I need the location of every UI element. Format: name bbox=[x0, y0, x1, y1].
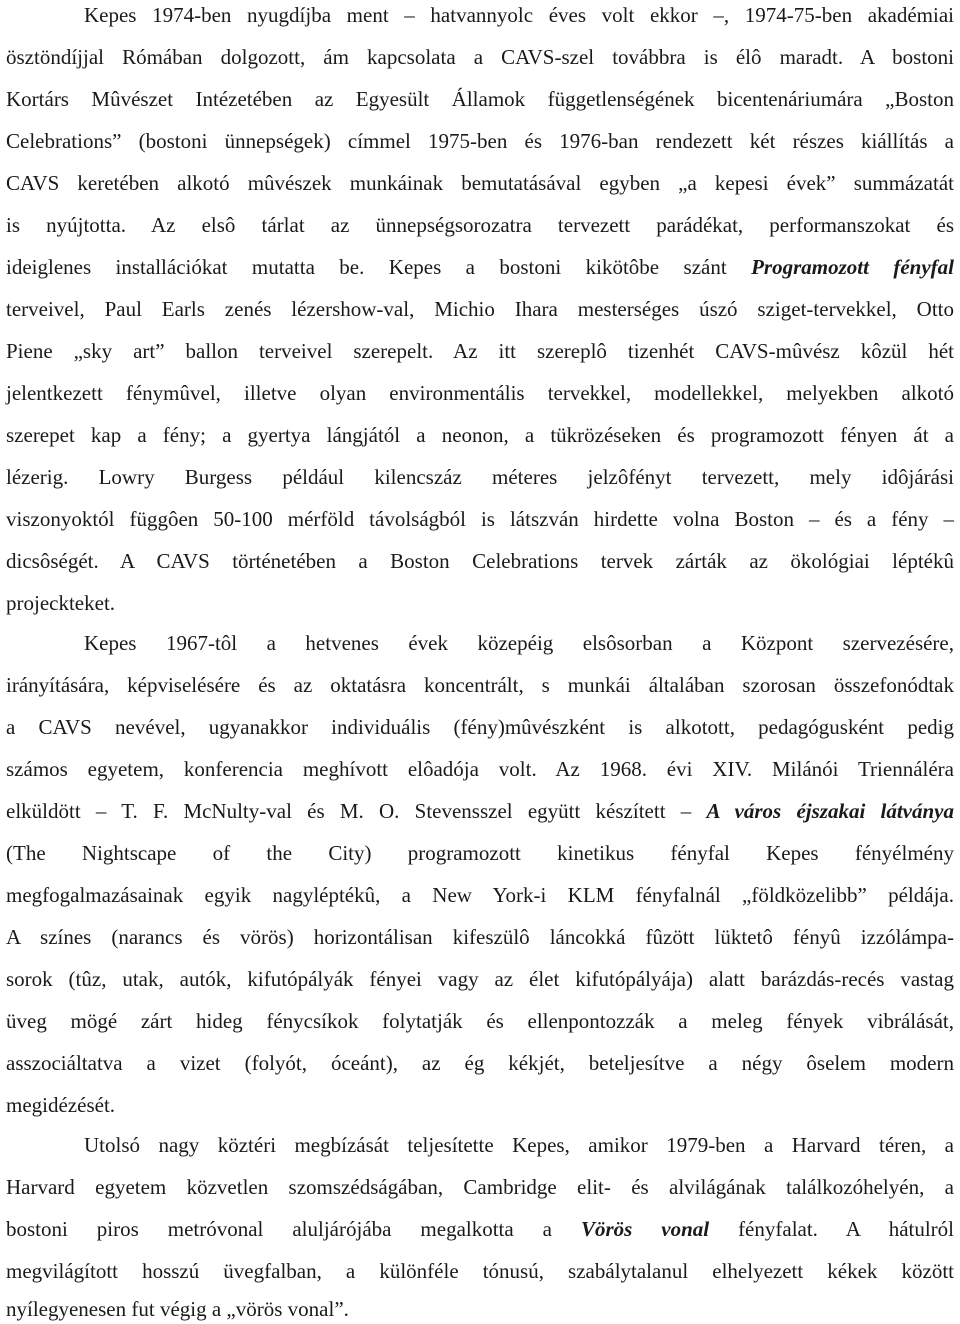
text-line: projeckteket. bbox=[6, 591, 116, 615]
text-line: Kortárs Mûvészet Intézetében az Egyesült Államok függetlenségének bicentenáriumára „Boston bbox=[6, 87, 954, 111]
text-line: üveg mögé zárt hideg fénycsíkok folytatják és ellenpontozzák a meleg fények vibrálását, bbox=[6, 1009, 954, 1033]
text-line: A színes (narancs és vörös) horizontálisan kifeszülô láncokká fûzött lüktetô fényû izzólámpa- bbox=[6, 925, 954, 949]
text-line: megidézését. bbox=[6, 1093, 116, 1117]
text-segment: ideiglenes installációkat mutatta be. Kepes a bostoni kikötôbe szánt bbox=[6, 255, 752, 279]
text-line: dicsôségét. A CAVS történetében a Boston Celebrations tervek zárták az ökológiai léptékû bbox=[6, 549, 954, 573]
text-line: is nyújtotta. Az elsô tárlat az ünnepségsorozatra tervezett parádékat, performanszokat és bbox=[6, 213, 954, 237]
text-line: jelentkezett fénymûvel, illetve olyan environmentális tervekkel, modellekkel, melyekben alkotó bbox=[6, 381, 954, 405]
text-segment: elküldött – T. F. McNulty-val és M. O. Stevensszel együtt készített – bbox=[6, 799, 707, 823]
text-line: Kepes 1974-ben nyugdíjba ment – hatvannyolc éves volt ekkor –, 1974-75-ben akadémiai bbox=[84, 3, 954, 27]
text-line: viszonyoktól függôen 50-100 mérföld távolságból is látszván hirdette volna Boston – és a fény – bbox=[6, 507, 954, 531]
text-line bbox=[6, 796, 954, 826]
text-line: sorok (tûz, utak, autók, kifutópályák fényei vagy az élet kifutópályája) alatt barázdás-recés vastag bbox=[6, 967, 954, 991]
text-line: Celebrations” (bostoni ünnepségek) címmel 1975-ben és 1976-ban rendezett két részes kiállítás a bbox=[6, 129, 954, 153]
text-line: számos egyetem, konferencia meghívott elôadója volt. Az 1968. évi XIV. Milánói Triennáléra bbox=[6, 757, 954, 781]
text-line: ösztöndíjjal Rómában dolgozott, ám kapcsolata a CAVS-szel továbbra is élô maradt. A bostoni bbox=[6, 45, 954, 69]
text-line bbox=[6, 1214, 954, 1244]
text-line: asszociáltatva a vizet (folyót, óceánt), az ég kékjét, beteljesítve a négy ôselem modern bbox=[6, 1051, 954, 1075]
text-line: a CAVS nevével, ugyanakkor individuális (fény)mûvészként is alkotott, pedagógusként pedig bbox=[6, 715, 954, 739]
text-line: CAVS keretében alkotó mûvészek munkáinak bemutatásával egyben „a kepesi évek” summázatát bbox=[6, 171, 954, 195]
text-line bbox=[6, 252, 954, 282]
italic-title: Vörös vonal bbox=[580, 1217, 710, 1241]
text-line: (The Nightscape of the City) programozott kinetikus fényfal Kepes fényélmény bbox=[6, 841, 954, 865]
text-line: Piene „sky art” ballon terveivel szerepelt. Az itt szereplô tizenhét CAVS-mûvész kôzül hét bbox=[6, 339, 954, 363]
text-line: Utolsó nagy köztéri megbízását teljesítette Kepes, amikor 1979-ben a Harvard téren, a bbox=[84, 1133, 954, 1157]
text-line: terveivel, Paul Earls zenés lézershow-val, Michio Ihara mesterséges úszó sziget-tervekkel, Otto bbox=[6, 297, 954, 321]
text-line: megvilágított hosszú üvegfalban, a különféle tónusú, szabálytalanul elhelyezett kékek között bbox=[6, 1259, 954, 1283]
text-line: irányítására, képviselésére és az oktatásra koncentrált, s munkái általában szorosan összefonódtak bbox=[6, 673, 954, 697]
text-segment: fényfalat. A hátulról bbox=[709, 1217, 955, 1241]
text-line: Kepes 1967-tôl a hetvenes évek közepéig elsôsorban a Központ szervezésére, bbox=[84, 631, 954, 655]
text-segment: bostoni piros metróvonal aluljárójába megalkotta a bbox=[6, 1217, 581, 1241]
italic-title: A város éjszakai látványa bbox=[706, 799, 954, 823]
text-line: szerepet kap a fény; a gyertya lángjától a neonon, a tükrözéseken és programozott fényen át a bbox=[6, 423, 954, 447]
text-line: megfogalmazásainak egyik nagyléptékû, a New York-i KLM fényfalnál „földközelibb” példája. bbox=[6, 883, 954, 907]
text-line: Harvard egyetem közvetlen szomszédságában, Cambridge elit- és alvilágának találkozóhelyén, a bbox=[6, 1175, 954, 1199]
text-line: lézerig. Lowry Burgess például kilencszáz méteres jelzôfényt tervezett, mely idôjárási bbox=[6, 465, 954, 489]
italic-title: Programozott fényfal bbox=[751, 255, 954, 279]
text-line: nyílegyenesen fut végig a „vörös vonal”. bbox=[6, 1297, 349, 1321]
